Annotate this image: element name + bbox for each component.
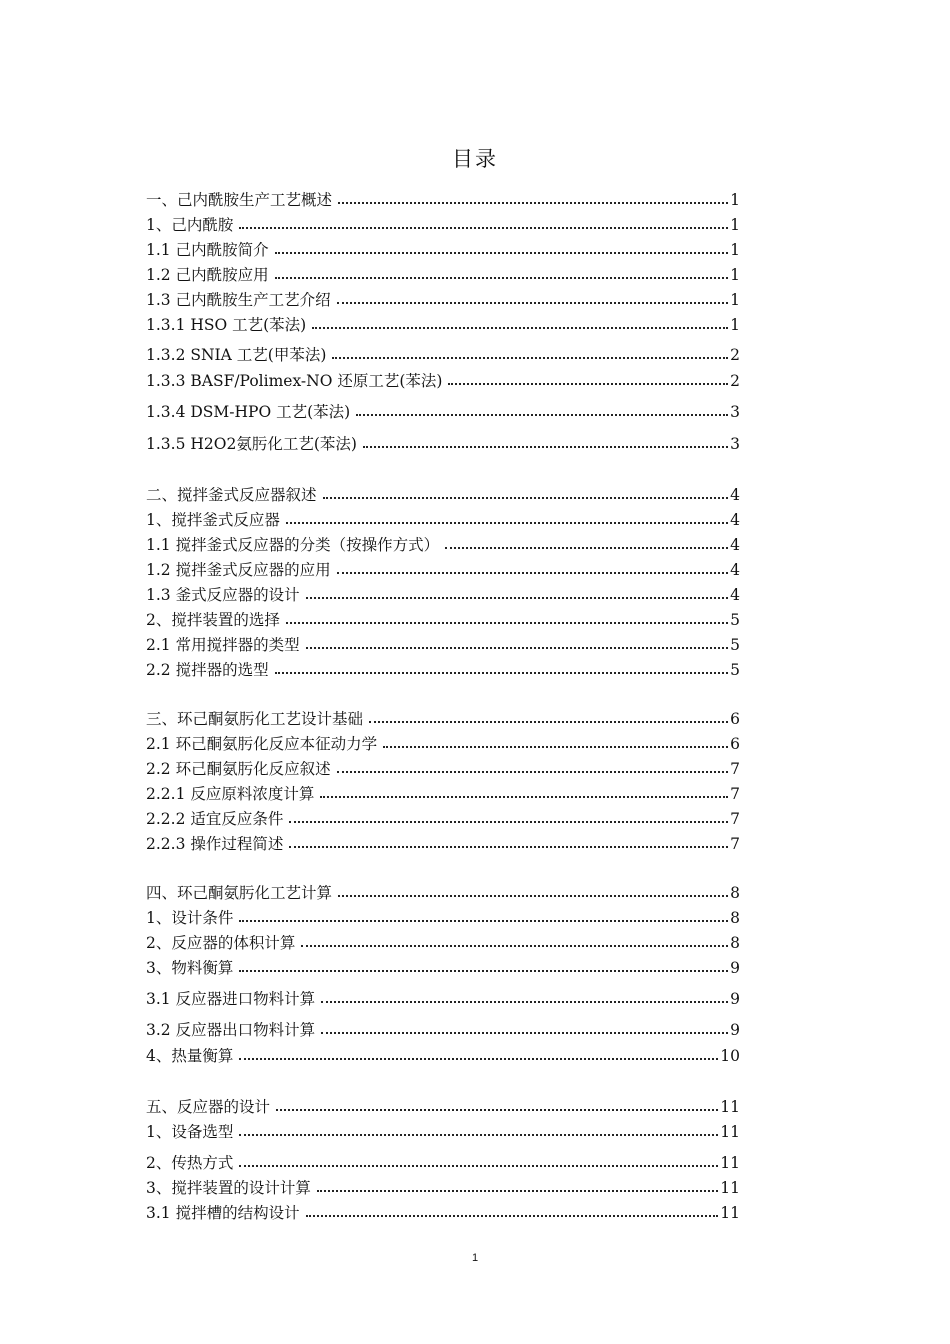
toc-entry-label: 1.3.3 BASF/Polimex-NO 还原工艺(苯法) xyxy=(146,372,443,390)
toc-entry-page: 11 xyxy=(720,1098,740,1116)
toc-leader-dots xyxy=(369,721,728,723)
toc-entry[interactable] xyxy=(146,781,740,803)
toc-entry-page: 1 xyxy=(730,291,740,309)
toc-entry-page: 5 xyxy=(730,661,740,679)
toc-leader-dots xyxy=(321,1032,728,1034)
toc-entry-label: 1.2 搅拌釜式反应器的应用 xyxy=(146,561,331,579)
toc-entry-page: 4 xyxy=(730,511,740,529)
toc-leader-dots xyxy=(276,1109,718,1111)
toc-entry-label: 3、搅拌装置的设计计算 xyxy=(146,1179,311,1197)
toc-entry-page: 10 xyxy=(720,1047,740,1065)
toc-entry[interactable] xyxy=(146,431,740,453)
toc-leader-dots xyxy=(445,547,728,549)
toc-leader-dots xyxy=(338,202,728,204)
toc-entry[interactable] xyxy=(146,905,740,927)
toc-leader-dots xyxy=(306,1215,719,1217)
toc-entry-page: 6 xyxy=(730,735,740,753)
toc-entry-label: 1.2 己内酰胺应用 xyxy=(146,266,269,284)
toc-leader-dots xyxy=(312,327,728,329)
toc-entry-label: 1、己内酰胺 xyxy=(146,216,234,234)
toc-leader-dots xyxy=(323,497,729,499)
toc-leader-dots xyxy=(286,622,728,624)
toc-leader-dots xyxy=(332,357,728,359)
toc-entry-page: 5 xyxy=(730,611,740,629)
toc-leader-dots xyxy=(239,227,728,229)
toc-entry-page: 4 xyxy=(730,486,740,504)
toc-entry[interactable] xyxy=(146,187,740,209)
toc-leader-dots xyxy=(286,522,728,524)
toc-entry-page: 1 xyxy=(730,241,740,259)
toc-entry-label: 2.1 常用搅拌器的类型 xyxy=(146,636,300,654)
toc-leader-dots xyxy=(448,383,728,385)
toc-entry-page: 1 xyxy=(730,316,740,334)
toc-leader-dots xyxy=(306,597,729,599)
toc-leader-dots xyxy=(289,821,728,823)
toc-entry-label: 三、环己酮氨肟化工艺设计基础 xyxy=(146,710,364,728)
toc-leader-dots xyxy=(363,446,728,448)
toc-entry[interactable] xyxy=(146,731,740,753)
toc-entry-label: 3.2 反应器出口物料计算 xyxy=(146,1021,316,1039)
toc-entry-label: 3、物料衡算 xyxy=(146,959,234,977)
toc-entry[interactable] xyxy=(146,1043,740,1065)
page-number: 1 xyxy=(471,1252,479,1264)
toc-entry[interactable] xyxy=(146,756,740,778)
toc-entry[interactable] xyxy=(146,1119,740,1141)
toc-leader-dots xyxy=(337,302,729,304)
toc-entry-page: 4 xyxy=(730,561,740,579)
toc-entry-label: 1.3 己内酰胺生产工艺介绍 xyxy=(146,291,331,309)
toc-entry-page: 4 xyxy=(730,586,740,604)
toc-entry-label: 3.1 搅拌槽的结构设计 xyxy=(146,1204,300,1222)
toc-entry-page: 1 xyxy=(730,191,740,209)
toc-entry-label: 1、设备选型 xyxy=(146,1123,234,1141)
toc-entry[interactable] xyxy=(146,287,740,309)
toc-entry[interactable] xyxy=(146,607,740,629)
toc-entry-page: 1 xyxy=(730,216,740,234)
toc-leader-dots xyxy=(337,771,729,773)
toc-entry-label: 二、搅拌釜式反应器叙述 xyxy=(146,486,317,504)
toc-leader-dots xyxy=(337,572,729,574)
toc-entry[interactable] xyxy=(146,831,740,853)
toc-entry-label: 3.1 反应器进口物料计算 xyxy=(146,990,316,1008)
toc-entry-page: 7 xyxy=(730,810,740,828)
toc-entry-label: 2.2.1 反应原料浓度计算 xyxy=(146,785,315,803)
toc-entry-label: 1、设计条件 xyxy=(146,909,234,927)
toc-entry-label: 1.1 搅拌釜式反应器的分类（按操作方式） xyxy=(146,536,440,554)
toc-entry-page: 11 xyxy=(720,1204,740,1222)
toc-entry-page: 8 xyxy=(730,909,740,927)
toc-entry-page: 3 xyxy=(730,403,740,421)
toc-entry-label: 2.2.2 适宜反应条件 xyxy=(146,810,284,828)
toc-entry[interactable] xyxy=(146,632,740,654)
toc-entry-label: 2、传热方式 xyxy=(146,1154,234,1172)
toc-entry-label: 2.2 环己酮氨肟化反应叙述 xyxy=(146,760,331,778)
toc-entry[interactable] xyxy=(146,212,740,234)
toc-leader-dots xyxy=(338,895,728,897)
toc-entry-label: 1.3.5 H2O2氨肟化工艺(苯法) xyxy=(146,435,357,453)
toc-entry[interactable] xyxy=(146,1175,740,1197)
toc-entry-page: 5 xyxy=(730,636,740,654)
toc-leader-dots xyxy=(239,1134,718,1136)
toc-entry[interactable] xyxy=(146,582,740,604)
toc-entry[interactable] xyxy=(146,1017,740,1039)
toc-entry-label: 2.2.3 操作过程简述 xyxy=(146,835,284,853)
toc-entry-page: 4 xyxy=(730,536,740,554)
toc-entry-label: 1.3.1 HSO 工艺(苯法) xyxy=(146,316,307,334)
toc-leader-dots xyxy=(321,1001,728,1003)
toc-leader-dots xyxy=(356,414,728,416)
toc-entry[interactable] xyxy=(146,657,740,679)
toc-entry[interactable] xyxy=(146,237,740,259)
toc-entry[interactable] xyxy=(146,368,740,390)
toc-leader-dots xyxy=(239,920,728,922)
toc-entry[interactable] xyxy=(146,930,740,952)
toc-entry-label: 1.3.4 DSM-HPO 工艺(苯法) xyxy=(146,403,351,421)
toc-leader-dots xyxy=(383,746,728,748)
toc-entry-page: 1 xyxy=(730,266,740,284)
toc-entry-label: 1.1 己内酰胺简介 xyxy=(146,241,269,259)
toc-leader-dots xyxy=(317,1190,718,1192)
toc-entry[interactable] xyxy=(146,262,740,284)
toc-entry-page: 3 xyxy=(730,435,740,453)
toc-leader-dots xyxy=(301,945,728,947)
toc-entry-page: 7 xyxy=(730,785,740,803)
toc-entry[interactable] xyxy=(146,806,740,828)
toc-leader-dots xyxy=(239,970,728,972)
toc-entry[interactable] xyxy=(146,342,740,364)
toc-entry-page: 7 xyxy=(730,760,740,778)
toc-entry-page: 2 xyxy=(730,372,740,390)
toc-leader-dots xyxy=(320,796,728,798)
toc-entry-page: 8 xyxy=(730,934,740,952)
toc-entry[interactable] xyxy=(146,1200,740,1222)
toc-leader-dots xyxy=(239,1058,718,1060)
toc-leader-dots xyxy=(275,672,729,674)
toc-leader-dots xyxy=(275,252,729,254)
toc-entry-page: 11 xyxy=(720,1123,740,1141)
toc-entry-page: 9 xyxy=(730,1021,740,1039)
toc-entry[interactable] xyxy=(146,312,740,334)
toc-entry-label: 2、反应器的体积计算 xyxy=(146,934,296,952)
toc-entry-page: 9 xyxy=(730,959,740,977)
toc-entry-page: 7 xyxy=(730,835,740,853)
toc-entry[interactable] xyxy=(146,482,740,504)
toc-entry-label: 1.3 釜式反应器的设计 xyxy=(146,586,300,604)
toc-entry-label: 2.1 环己酮氨肟化反应本征动力学 xyxy=(146,735,378,753)
toc-entry[interactable] xyxy=(146,706,740,728)
toc-entry-page: 11 xyxy=(720,1154,740,1172)
toc-entry-label: 1、搅拌釜式反应器 xyxy=(146,511,280,529)
toc-entry-label: 2、搅拌装置的选择 xyxy=(146,611,280,629)
toc-entry[interactable] xyxy=(146,1094,740,1116)
toc-entry-page: 11 xyxy=(720,1179,740,1197)
toc-entry[interactable] xyxy=(146,532,740,554)
toc-leader-dots xyxy=(239,1165,718,1167)
toc-entry-label: 五、反应器的设计 xyxy=(146,1098,271,1116)
toc-entry-label: 一、己内酰胺生产工艺概述 xyxy=(146,191,333,209)
toc-entry-page: 6 xyxy=(730,710,740,728)
toc-entry[interactable] xyxy=(146,557,740,579)
toc-entry-page: 2 xyxy=(730,346,740,364)
toc-entry[interactable] xyxy=(146,880,740,902)
toc-entry[interactable] xyxy=(146,986,740,1008)
toc-entry[interactable] xyxy=(146,1150,740,1172)
toc-entry[interactable] xyxy=(146,507,740,529)
toc-entry-page: 9 xyxy=(730,990,740,1008)
toc-leader-dots xyxy=(275,277,729,279)
toc-leader-dots xyxy=(306,647,729,649)
page-title: 目录 xyxy=(452,147,498,171)
toc-entry-label: 2.2 搅拌器的选型 xyxy=(146,661,269,679)
toc-entry-label: 四、环己酮氨肟化工艺计算 xyxy=(146,884,333,902)
toc-entry[interactable] xyxy=(146,955,740,977)
toc-entry[interactable] xyxy=(146,399,740,421)
toc-entry-page: 8 xyxy=(730,884,740,902)
toc-entry-label: 4、热量衡算 xyxy=(146,1047,234,1065)
toc-entry-label: 1.3.2 SNIA 工艺(甲苯法) xyxy=(146,346,327,364)
toc-leader-dots xyxy=(289,846,728,848)
